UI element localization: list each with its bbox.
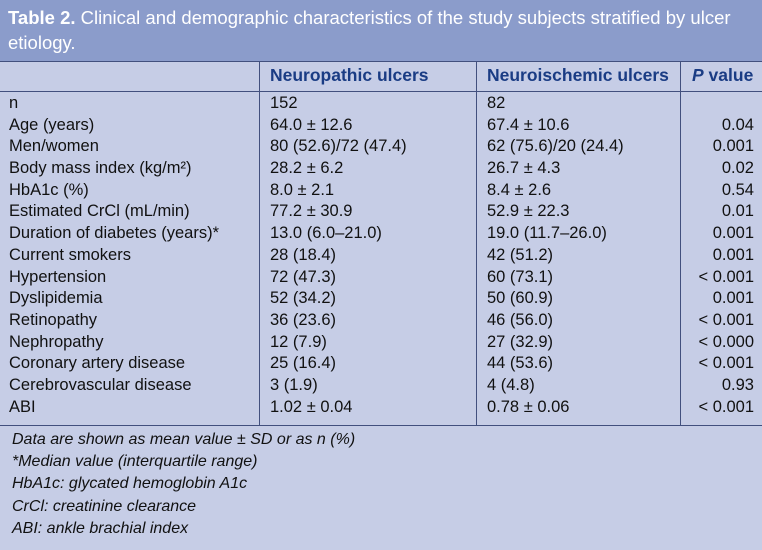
cell-neuropathic: 13.0 (6.0–21.0) bbox=[270, 224, 382, 243]
cell-neuroischemic: 50 (60.9) bbox=[487, 289, 554, 308]
cell-neuroischemic: 67.4 ± 10.6 bbox=[487, 115, 570, 134]
cell-p-value: 0.001 bbox=[712, 289, 754, 308]
table-row bbox=[0, 267, 762, 289]
row-label: Nephropathy bbox=[9, 332, 104, 351]
cell-neuroischemic: 27 (32.9) bbox=[487, 332, 554, 351]
header-neuroischemic: Neuroischemic ulcers bbox=[487, 65, 669, 85]
row-label: Retinopathy bbox=[9, 310, 98, 329]
cell-neuropathic: 52 (34.2) bbox=[270, 289, 337, 308]
cell-neuroischemic: 0.78 ± 0.06 bbox=[487, 397, 570, 416]
header-neuropathic: Neuropathic ulcers bbox=[270, 65, 429, 85]
table-row bbox=[0, 353, 762, 375]
row-label: Hypertension bbox=[9, 267, 107, 286]
header-p-italic: P bbox=[692, 65, 704, 85]
cell-neuropathic: 8.0 ± 2.1 bbox=[270, 180, 335, 199]
table-row bbox=[0, 288, 762, 310]
table-row bbox=[0, 245, 762, 267]
cell-neuropathic: 36 (23.6) bbox=[270, 310, 337, 329]
header-p-value bbox=[692, 65, 753, 86]
table-bottom-rule bbox=[0, 425, 762, 426]
row-label: Men/women bbox=[9, 137, 99, 156]
cell-p-value: 0.54 bbox=[721, 180, 754, 199]
row-label: Duration of diabetes (years)* bbox=[9, 224, 220, 243]
cell-neuropathic: 1.02 ± 0.04 bbox=[270, 397, 353, 416]
cell-p-value: 0.001 bbox=[712, 224, 754, 243]
cell-neuropathic: 72 (47.3) bbox=[270, 267, 337, 286]
row-label: Cerebrovascular disease bbox=[9, 375, 192, 394]
cell-neuroischemic: 46 (56.0) bbox=[487, 310, 554, 329]
footnote: ABI: ankle brachial index bbox=[12, 519, 189, 537]
cell-neuroischemic: 82 bbox=[487, 94, 506, 112]
table-footnotes bbox=[12, 429, 355, 540]
cell-neuropathic: 25 (16.4) bbox=[270, 354, 337, 373]
cell-neuroischemic: 44 (53.6) bbox=[487, 354, 554, 373]
table-row bbox=[0, 158, 762, 180]
cell-neuroischemic: 8.4 ± 2.6 bbox=[487, 180, 552, 199]
cell-p-value: < 0.001 bbox=[698, 397, 754, 416]
table-row bbox=[0, 201, 762, 223]
cell-neuropathic: 77.2 ± 30.9 bbox=[270, 202, 353, 221]
row-label: Estimated CrCl (mL/min) bbox=[9, 202, 190, 221]
cell-neuropathic: 28 (18.4) bbox=[270, 245, 337, 264]
cell-neuropathic: 12 (7.9) bbox=[270, 332, 327, 351]
row-label: Current smokers bbox=[9, 245, 131, 264]
table-header-row bbox=[0, 61, 762, 92]
cell-p-value: < 0.001 bbox=[698, 267, 754, 286]
cell-p-value: 0.01 bbox=[721, 202, 754, 221]
cell-neuropathic: 152 bbox=[270, 94, 298, 112]
row-label: HbA1c (%) bbox=[9, 180, 89, 199]
cell-neuropathic: 80 (52.6)/72 (47.4) bbox=[270, 137, 407, 156]
row-label: Age (years) bbox=[9, 115, 95, 134]
table-row bbox=[0, 310, 762, 332]
table-row bbox=[0, 115, 762, 137]
table-row bbox=[0, 93, 762, 115]
cell-neuropathic: 28.2 ± 6.2 bbox=[270, 159, 344, 178]
table-caption-label: Table 2. bbox=[8, 7, 76, 28]
cell-neuroischemic: 4 (4.8) bbox=[487, 375, 535, 394]
table-row bbox=[0, 375, 762, 397]
row-label: Body mass index (kg/m²) bbox=[9, 159, 192, 178]
cell-p-value: 0.02 bbox=[721, 159, 754, 178]
table-row bbox=[0, 136, 762, 158]
table-caption-text: Clinical and demographic characteristics of the study subjects stratified by ulcer etiology. bbox=[8, 7, 731, 53]
cell-p-value: < 0.000 bbox=[698, 332, 754, 351]
footnote: CrCl: creatinine clearance bbox=[12, 497, 197, 515]
cell-neuroischemic: 19.0 (11.7–26.0) bbox=[487, 224, 607, 243]
header-p-rest: value bbox=[703, 65, 754, 85]
table-row bbox=[0, 180, 762, 202]
footnote: *Median value (interquartile range) bbox=[12, 453, 258, 471]
cell-neuroischemic: 62 (75.6)/20 (24.4) bbox=[487, 137, 624, 156]
table-row bbox=[0, 397, 762, 419]
table-row bbox=[0, 223, 762, 245]
row-label: Coronary artery disease bbox=[9, 354, 186, 373]
cell-p-value: 0.93 bbox=[721, 375, 754, 394]
cell-neuropathic: 3 (1.9) bbox=[270, 375, 318, 394]
row-label: Dyslipidemia bbox=[9, 289, 103, 308]
cell-neuroischemic: 52.9 ± 22.3 bbox=[487, 202, 570, 221]
cell-p-value: 0.04 bbox=[721, 115, 754, 134]
table-row bbox=[0, 332, 762, 354]
footnote: Data are shown as mean value ± SD or as n (%) bbox=[12, 431, 356, 448]
cell-neuropathic: 64.0 ± 12.6 bbox=[270, 115, 353, 134]
cell-p-value: < 0.001 bbox=[698, 354, 754, 373]
cell-neuroischemic: 42 (51.2) bbox=[487, 245, 554, 264]
cell-neuroischemic: 60 (73.1) bbox=[487, 267, 554, 286]
cell-p-value: 0.001 bbox=[712, 137, 754, 156]
cell-p-value: < 0.001 bbox=[698, 310, 754, 329]
table-caption bbox=[0, 0, 762, 61]
cell-neuroischemic: 26.7 ± 4.3 bbox=[487, 159, 561, 178]
row-label: n bbox=[9, 94, 19, 112]
cell-p-value: 0.001 bbox=[712, 245, 754, 264]
table-body bbox=[0, 93, 762, 418]
row-label: ABI bbox=[9, 397, 36, 416]
footnote: HbA1c: glycated hemoglobin A1c bbox=[12, 475, 248, 493]
